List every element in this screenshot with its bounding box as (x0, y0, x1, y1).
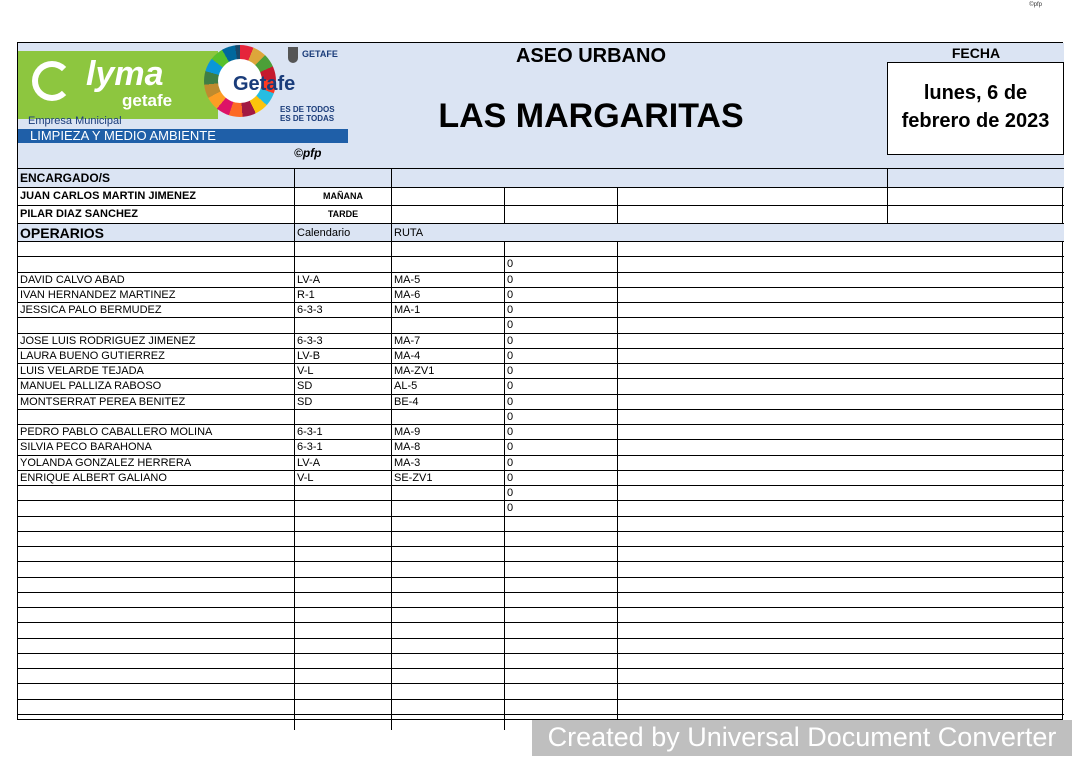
cell (618, 242, 1064, 256)
operario-ruta (392, 410, 505, 424)
operario-ruta (392, 578, 505, 592)
operario-calendario: 6-3-3 (295, 303, 392, 317)
operario-name (18, 501, 295, 515)
operario-name (18, 593, 295, 607)
operario-calendario (295, 242, 392, 256)
operario-row (18, 623, 1064, 638)
operario-row (18, 425, 1064, 440)
lyma-logo-text: lyma (86, 55, 164, 93)
cell (392, 188, 505, 205)
operario-value: 0 (505, 334, 618, 348)
operario-ruta (392, 623, 505, 637)
operario-name (18, 608, 295, 622)
cell (618, 486, 1064, 500)
cell (618, 206, 888, 223)
operario-ruta: MA-5 (392, 273, 505, 287)
operario-value: 0 (505, 273, 618, 287)
operario-name (18, 562, 295, 576)
cell (618, 532, 1064, 546)
sheet-header (18, 43, 1064, 169)
operario-row (18, 532, 1064, 547)
encargado-row (18, 188, 1064, 206)
operario-calendario (295, 318, 392, 332)
operario-name (18, 410, 295, 424)
operario-calendario: SD (295, 379, 392, 393)
operario-row (18, 654, 1064, 669)
operario-row (18, 440, 1064, 455)
cell (618, 547, 1064, 561)
operario-name: SILVIA PECO BARAHONA (18, 440, 295, 454)
cell (618, 318, 1064, 332)
encargados-label: ENCARGADO/S (18, 169, 295, 187)
operario-name: DAVID CALVO ABAD (18, 273, 295, 287)
cell (888, 169, 1064, 187)
operario-name: JOSE LUIS RODRIGUEZ JIMENEZ (18, 334, 295, 348)
cell (618, 395, 1064, 409)
operario-calendario (295, 700, 392, 714)
operario-calendario (295, 486, 392, 500)
operario-name (18, 623, 295, 637)
operario-ruta: MA-8 (392, 440, 505, 454)
operario-row (18, 257, 1064, 272)
operario-calendario (295, 578, 392, 592)
operario-name (18, 654, 295, 668)
operario-row (18, 349, 1064, 364)
operario-name (18, 547, 295, 561)
lyma-logo-subtext: getafe (122, 91, 173, 110)
operario-row (18, 242, 1064, 257)
operario-value (505, 608, 618, 622)
cell (618, 623, 1064, 637)
operario-row (18, 364, 1064, 379)
operario-value: 0 (505, 440, 618, 454)
operario-name: LUIS VELARDE TEJADA (18, 364, 295, 378)
operario-value: 0 (505, 303, 618, 317)
fecha-value (888, 79, 1063, 135)
operario-ruta (392, 486, 505, 500)
operario-value (505, 669, 618, 683)
operario-name: YOLANDA GONZALEZ HERRERA (18, 456, 295, 470)
operario-value (505, 593, 618, 607)
encargado-turno: MAÑANA (295, 188, 392, 205)
fecha-line-2: febrero de 2023 (901, 110, 1050, 132)
encargado-name: PILAR DIAZ SANCHEZ (18, 206, 295, 223)
operario-value (505, 578, 618, 592)
operario-calendario: 6-3-1 (295, 425, 392, 439)
cell (618, 334, 1064, 348)
operario-value (505, 639, 618, 653)
operario-value: 0 (505, 257, 618, 271)
empresa-label: Empresa Municipal (28, 115, 122, 127)
operario-ruta (392, 684, 505, 698)
operario-calendario: V-L (295, 471, 392, 485)
cell (618, 639, 1064, 653)
cell (618, 456, 1064, 470)
operario-row (18, 471, 1064, 486)
cell (618, 288, 1064, 302)
operario-row (18, 303, 1064, 318)
getafe-logo-text: Getafe (233, 73, 296, 95)
page-title: LAS MARGARITAS (438, 97, 744, 135)
cell (618, 273, 1064, 287)
operario-calendario (295, 669, 392, 683)
operario-row (18, 547, 1064, 562)
operario-name (18, 578, 295, 592)
operario-calendario: LV-A (295, 456, 392, 470)
operario-calendario (295, 501, 392, 515)
shield-icon (288, 47, 298, 63)
operario-row (18, 684, 1064, 699)
cell (618, 440, 1064, 454)
operario-name (18, 257, 295, 271)
encargado-turno: TARDE (295, 206, 392, 223)
operario-calendario (295, 593, 392, 607)
cell (505, 188, 618, 205)
operario-value: 0 (505, 456, 618, 470)
fecha-label: FECHA (951, 45, 1001, 61)
operario-row (18, 288, 1064, 303)
operario-ruta (392, 700, 505, 714)
operario-ruta: MA-4 (392, 349, 505, 363)
cell (505, 206, 618, 223)
operarios-label: OPERARIOS (18, 224, 295, 241)
operario-calendario (295, 684, 392, 698)
calendario-header: Calendario (295, 224, 392, 241)
cell (618, 608, 1064, 622)
slogan-line-1: ES DE TODOS (280, 105, 335, 114)
operario-calendario (295, 410, 392, 424)
operario-name (18, 486, 295, 500)
operario-name: PEDRO PABLO CABALLERO MOLINA (18, 425, 295, 439)
operario-ruta (392, 517, 505, 531)
operario-value (505, 623, 618, 637)
operario-value: 0 (505, 364, 618, 378)
operario-value (505, 654, 618, 668)
operario-name: MONTSERRAT PEREA BENITEZ (18, 395, 295, 409)
operario-row (18, 410, 1064, 425)
operario-calendario (295, 517, 392, 531)
operario-row (18, 608, 1064, 623)
watermark-banner (532, 720, 1072, 756)
slogan (280, 105, 335, 123)
operario-row (18, 517, 1064, 532)
operario-calendario: R-1 (295, 288, 392, 302)
operario-value: 0 (505, 379, 618, 393)
operario-calendario (295, 532, 392, 546)
operario-ruta (392, 715, 505, 730)
operario-name: ENRIQUE ALBERT GALIANO (18, 471, 295, 485)
operario-calendario: V-L (295, 364, 392, 378)
operario-name: MANUEL PALLIZA RABOSO (18, 379, 295, 393)
lyma-swirl-icon (32, 61, 72, 101)
operario-name (18, 669, 295, 683)
encargado-row (18, 206, 1064, 224)
operario-row (18, 318, 1064, 333)
slogan-line-2: ES DE TODAS (280, 114, 335, 123)
operario-row (18, 486, 1064, 501)
roster-sheet (17, 42, 1063, 720)
cell (618, 517, 1064, 531)
operario-row (18, 562, 1064, 577)
operario-ruta (392, 547, 505, 561)
top-copyright-mark: ©pfp (1029, 2, 1042, 8)
cell (618, 303, 1064, 317)
cell (392, 169, 888, 187)
operario-row (18, 379, 1064, 394)
cell (618, 562, 1064, 576)
operario-ruta (392, 669, 505, 683)
operario-value: 0 (505, 410, 618, 424)
cell (295, 169, 392, 187)
operario-value: 0 (505, 349, 618, 363)
operario-calendario (295, 623, 392, 637)
operario-row (18, 334, 1064, 349)
operario-ruta (392, 501, 505, 515)
operario-calendario: 6-3-3 (295, 334, 392, 348)
operario-calendario (295, 608, 392, 622)
watermark-text: Created by Universal Document Converter (547, 722, 1057, 752)
operario-ruta: MA-7 (392, 334, 505, 348)
ayuntamiento-label: GETAFE (302, 49, 338, 59)
operario-calendario: LV-B (295, 349, 392, 363)
operario-name (18, 532, 295, 546)
operario-name (18, 242, 295, 256)
cell (618, 578, 1064, 592)
operario-value (505, 517, 618, 531)
operario-ruta (392, 242, 505, 256)
cell (618, 349, 1064, 363)
encargado-name: JUAN CARLOS MARTIN JIMENEZ (18, 188, 295, 205)
operario-calendario: SD (295, 395, 392, 409)
operario-ruta (392, 532, 505, 546)
ruta-header: RUTA (394, 227, 424, 239)
fecha-line-1: lunes, 6 de (923, 82, 1028, 104)
fecha-box (887, 62, 1064, 155)
operario-value (505, 532, 618, 546)
operario-ruta: SE-ZV1 (392, 471, 505, 485)
operario-name: JESSICA PALO BERMUDEZ (18, 303, 295, 317)
operario-calendario (295, 715, 392, 730)
operario-name: LAURA BUENO GUTIERREZ (18, 349, 295, 363)
lyma-getafe-logo (18, 51, 348, 143)
cell (618, 425, 1064, 439)
operario-ruta: BE-4 (392, 395, 505, 409)
cell (618, 379, 1064, 393)
operario-name (18, 639, 295, 653)
operario-row (18, 395, 1064, 410)
operario-value (505, 684, 618, 698)
operario-ruta: MA-ZV1 (392, 364, 505, 378)
operario-value: 0 (505, 486, 618, 500)
cell (618, 364, 1064, 378)
cell (392, 206, 505, 223)
operario-row (18, 578, 1064, 593)
operario-name (18, 517, 295, 531)
limpieza-label: LIMPIEZA Y MEDIO AMBIENTE (30, 128, 216, 143)
encargados-header-row (18, 169, 1064, 188)
operario-ruta: MA-1 (392, 303, 505, 317)
operario-row (18, 456, 1064, 471)
operario-ruta (392, 608, 505, 622)
operario-row (18, 501, 1064, 516)
operario-ruta (392, 654, 505, 668)
service-title: ASEO URBANO (515, 45, 666, 67)
cell (888, 206, 1064, 223)
operario-name (18, 684, 295, 698)
operario-calendario (295, 639, 392, 653)
operarios-header-row (18, 224, 1064, 242)
operario-row (18, 639, 1064, 654)
operario-name: IVAN HERNANDEZ MARTINEZ (18, 288, 295, 302)
operario-row (18, 273, 1064, 288)
operario-ruta (392, 562, 505, 576)
cell (618, 257, 1064, 271)
operario-ruta (392, 318, 505, 332)
operario-calendario (295, 562, 392, 576)
operario-value: 0 (505, 501, 618, 515)
cell (618, 593, 1064, 607)
operario-value: 0 (505, 471, 618, 485)
operario-value (505, 547, 618, 561)
operario-value (505, 700, 618, 714)
cell (618, 684, 1064, 698)
operario-row (18, 669, 1064, 684)
cell (618, 410, 1064, 424)
cell (618, 471, 1064, 485)
operario-ruta: MA-6 (392, 288, 505, 302)
operario-value (505, 242, 618, 256)
operario-name (18, 715, 295, 730)
cell (888, 188, 1064, 205)
operario-calendario (295, 547, 392, 561)
cell (618, 669, 1064, 683)
operario-value: 0 (505, 395, 618, 409)
operario-calendario (295, 257, 392, 271)
cell (618, 700, 1064, 714)
operario-ruta: AL-5 (392, 379, 505, 393)
operario-ruta (392, 593, 505, 607)
operario-ruta (392, 257, 505, 271)
cell (618, 501, 1064, 515)
header-copyright: ©pfp (294, 146, 322, 160)
operario-ruta (392, 639, 505, 653)
operario-value (505, 562, 618, 576)
operario-row (18, 700, 1064, 715)
cell (618, 654, 1064, 668)
operario-value: 0 (505, 318, 618, 332)
operario-value: 0 (505, 425, 618, 439)
operario-ruta: MA-9 (392, 425, 505, 439)
operario-calendario (295, 654, 392, 668)
operario-name (18, 318, 295, 332)
operario-name (18, 700, 295, 714)
operario-row (18, 593, 1064, 608)
operario-calendario: LV-A (295, 273, 392, 287)
operario-value: 0 (505, 288, 618, 302)
operario-calendario: 6-3-1 (295, 440, 392, 454)
operario-ruta: MA-3 (392, 456, 505, 470)
cell (618, 188, 888, 205)
